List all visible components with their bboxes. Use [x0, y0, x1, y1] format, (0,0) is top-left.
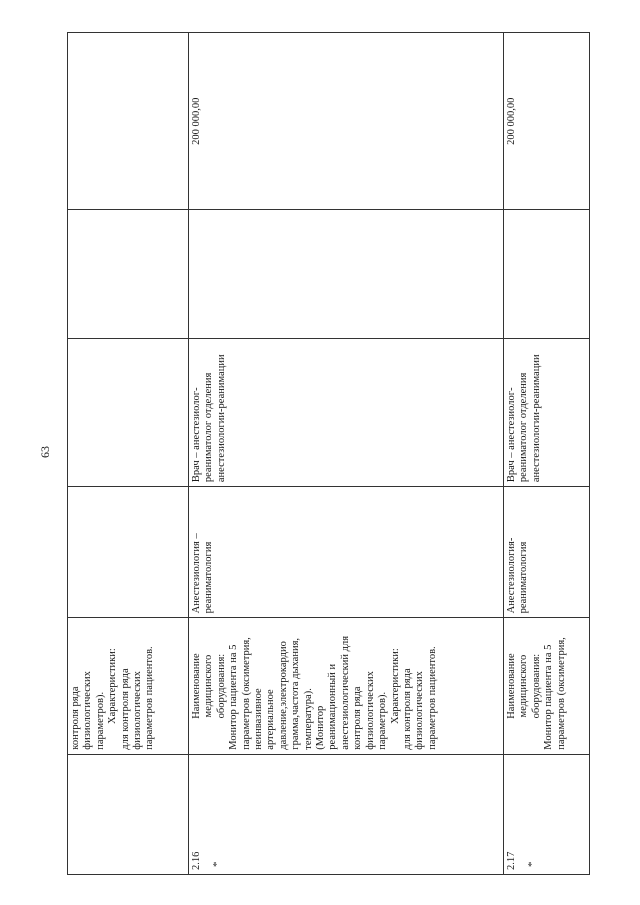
- description-line: физиологических: [82, 671, 94, 750]
- equipment-description-cell: [68, 618, 189, 754]
- description-line: Наименование: [506, 653, 517, 719]
- page-number: 63: [38, 446, 52, 458]
- extra-cell: [68, 210, 189, 338]
- description-line: оборудования:: [530, 653, 542, 719]
- equipment-description-cell: [504, 618, 590, 754]
- price-cell: 200 000,00: [189, 33, 504, 210]
- description-line: реанимационный и: [327, 663, 339, 750]
- description-line: Характеристики:: [107, 648, 119, 724]
- description-line: контроля ряда: [70, 686, 81, 750]
- description-line: давление,электрокардио: [277, 641, 289, 750]
- equipment-table: [67, 32, 590, 875]
- asterisk-mark: *: [211, 861, 224, 867]
- description-line: артериальное: [265, 689, 277, 750]
- position-cell: [68, 338, 189, 486]
- description-line: для контроля ряда: [119, 668, 131, 750]
- description-line: Характеристики:: [389, 648, 401, 724]
- description-line: параметров (оксиметрия,: [240, 637, 252, 750]
- row-number-cell: [189, 754, 504, 874]
- description-line: температура).: [302, 688, 314, 750]
- description-line: медицинского: [518, 654, 530, 718]
- description-line: Монитор пациента на 5: [228, 644, 240, 750]
- extra-cell: [504, 210, 590, 338]
- description-line: физиологических: [364, 671, 376, 750]
- profile-cell: [68, 487, 189, 618]
- description-line: параметров пациентов.: [426, 646, 438, 750]
- description-line: оборудования:: [215, 653, 227, 719]
- extra-cell: [189, 210, 504, 338]
- description-line: неинвазивное: [253, 688, 265, 750]
- equipment-description-cell: [189, 618, 504, 754]
- description-line: контроля ряда: [352, 686, 364, 750]
- description-line: медицинского: [203, 654, 215, 718]
- price-cell: 200 000,00: [504, 33, 590, 210]
- description-line: параметров (оксиметрия,: [555, 637, 567, 750]
- description-line: для контроля ряда: [401, 668, 413, 750]
- table-row: [504, 33, 590, 875]
- profile-cell: Анестезиология-реаниматология: [504, 487, 590, 618]
- description-line: параметров пациентов.: [144, 646, 156, 750]
- description-line: параметров).: [94, 691, 106, 750]
- description-line: Наименование: [191, 653, 202, 719]
- price-cell: [68, 33, 189, 210]
- description-line: (Монитор: [315, 705, 327, 750]
- description-line: параметров).: [377, 691, 389, 750]
- profile-cell: Анестезиология – реаниматология: [189, 487, 504, 618]
- description-line: грамма,частота дыхания,: [290, 637, 302, 750]
- table-row: [68, 33, 189, 875]
- table-row: [189, 33, 504, 875]
- description-line: физиологических: [414, 671, 426, 750]
- position-cell: Врач – анестезиолог-реаниматолог отделения анестезиологии-реанимации: [189, 338, 504, 486]
- description-line: анестезиологический для: [339, 635, 351, 750]
- asterisk-mark: *: [526, 861, 539, 867]
- row-number-cell: [504, 754, 590, 874]
- row-number-cell: [68, 754, 189, 874]
- description-line: Монитор пациента на 5: [543, 644, 555, 750]
- row-number: 2.16: [191, 851, 202, 870]
- row-number: 2.17: [506, 851, 517, 870]
- description-line: физиологических: [132, 671, 144, 750]
- position-cell: Врач – анестезиолог-реаниматолог отделения анестезиологии-реанимации: [504, 338, 590, 486]
